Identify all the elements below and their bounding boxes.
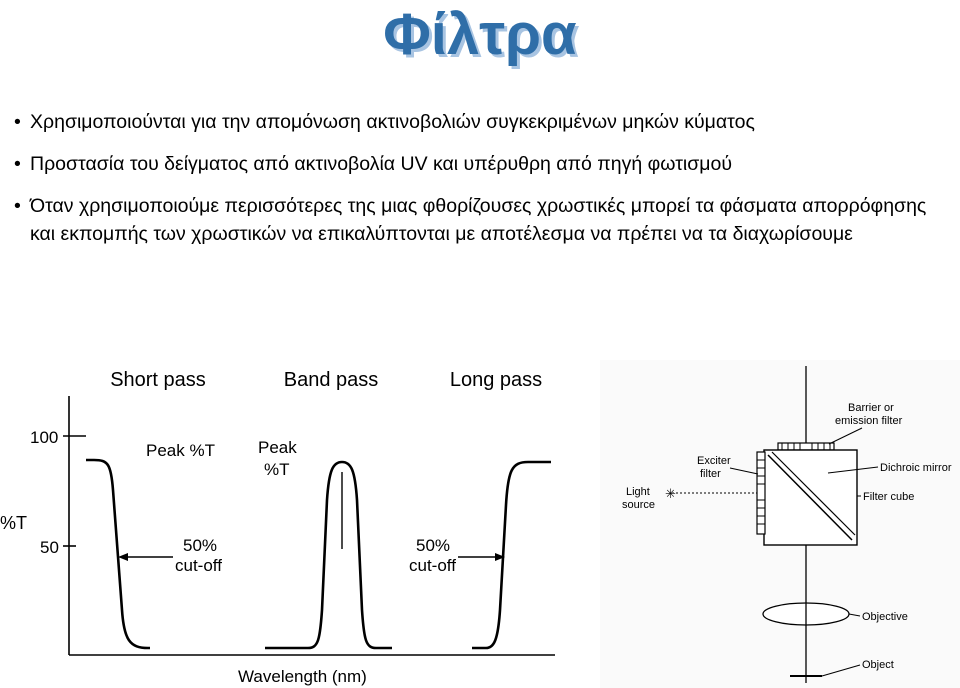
exciter-filter [757, 452, 765, 534]
object-label: Object [862, 659, 894, 671]
short-pass-curve [86, 460, 150, 648]
dichroic-label: Dichroic mirror [880, 462, 952, 474]
y-tick-label-100: 100 [30, 428, 59, 447]
bullet-item: • Χρησιμοποιούνται για την απομόνωση ακτινοβολιών συγκεκριμένων μηκών κύματος [14, 108, 954, 136]
short-peak-label: Peak %T [146, 441, 215, 460]
short-cutoff-label-line1: 50% [183, 536, 218, 555]
long-cutoff-label-line1: 50% [416, 536, 451, 555]
slide-title: Φίλτρα [383, 2, 577, 67]
exciter-label-line1: Exciter [697, 455, 731, 467]
filter-cube-label: Filter cube [863, 491, 915, 503]
band-peak-label-line1: Peak [258, 438, 297, 457]
barrier-filter [778, 443, 834, 450]
panel-title-short-pass: Short pass [110, 369, 206, 391]
band-pass-curve [265, 462, 392, 648]
y-axis-label: %T [0, 513, 27, 533]
light-source-label-line1: Light [626, 486, 650, 498]
bullet-item: • Προστασία του δείγματος από ακτινοβολία UV και υπέρυθρη από πηγή φωτισμού [14, 150, 954, 178]
y-tick-label-50: 50 [40, 538, 59, 557]
light-source-label-line2: source [622, 499, 656, 511]
exciter-label-line2: filter [700, 468, 721, 480]
long-pass-curve [472, 462, 551, 648]
long-cutoff-label-line2: cut-off [409, 556, 456, 575]
objective-label: Objective [862, 611, 908, 623]
barrier-label-line1: Barrier or [848, 402, 894, 414]
barrier-label-line2: emission filter [835, 415, 903, 427]
short-cutoff-label-line2: cut-off [175, 556, 222, 575]
panel-title-band-pass: Band pass [283, 369, 379, 391]
band-peak-label-line2: %T [264, 460, 290, 479]
light-source-star: ✳ [665, 486, 676, 501]
x-axis-label: Wavelength (nm) [238, 667, 367, 686]
bullet-item: • Όταν χρησιμοποιούμε περισσότερες της μιας φθορίζουσες χρωστικές μπορεί τα φάσματα απορρόφησης και εκπομπής των χρωστικών να επικαλύπτονται με αποτέλεσμα να πρέπει να τα διαχωρίσουμε [14, 192, 954, 248]
panel-title-long-pass: Long pass [449, 369, 543, 391]
